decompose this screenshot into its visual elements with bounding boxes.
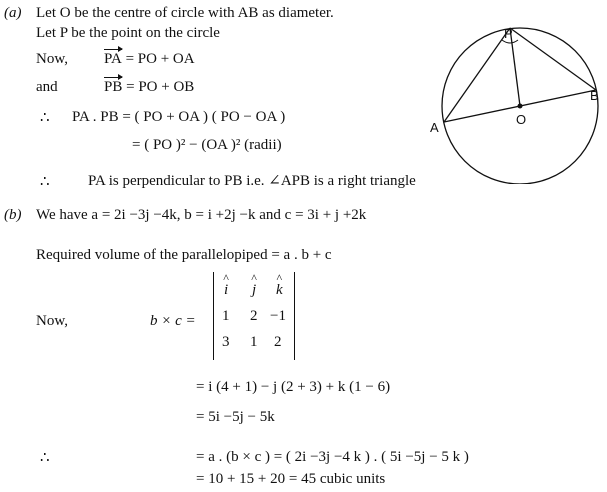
- expansion-step-1: = i (4 + 1) − j (2 + 3) + k (1 − 6): [196, 379, 391, 395]
- circle-diagram: [430, 24, 606, 184]
- det-cell: 1: [250, 334, 258, 350]
- equation-pa: [104, 50, 195, 68]
- det-cell: ^ k: [276, 282, 283, 299]
- det-cell: 2: [250, 308, 258, 324]
- equation-radii: = ( PO )² − (OA )² (radii): [132, 137, 282, 153]
- equation-dot-product: PA . PB = ( PO + OA ) ( PO − OA ): [72, 109, 286, 125]
- given-vectors: We have a = 2i −3j −4k, b = i +2j −k and c = 3i + j +2k: [36, 207, 367, 223]
- part-b-label: (b): [4, 207, 22, 223]
- equation-pb-rhs: = PO + OB: [126, 79, 195, 95]
- cross-product-lhs: b × c =: [150, 313, 196, 329]
- chord-pb: [510, 28, 596, 90]
- determinant-matrix: [213, 272, 295, 360]
- part-a-line2: Let P be the point on the circle: [36, 25, 220, 41]
- vector-pb: PB: [104, 79, 123, 95]
- vector-pa: PA: [104, 51, 122, 67]
- scalar-triple-product: = a . (b × c ) = ( 2i −3j −4 k ) . ( 5i −5j − 5 k ): [196, 449, 469, 465]
- det-cell: ^ i: [224, 282, 228, 299]
- therefore-symbol-2: ∴: [40, 172, 50, 190]
- therefore-symbol-b: ∴: [40, 448, 50, 466]
- now-label-a: Now,: [36, 51, 68, 67]
- and-label: and: [36, 79, 58, 95]
- det-cell: ^ j: [252, 282, 256, 299]
- expansion-step-2: = 5i −5j − 5k: [196, 409, 275, 425]
- center-point-o: [518, 104, 523, 109]
- equation-pa-rhs: = PO + OA: [125, 51, 195, 67]
- det-cell: 3: [222, 334, 230, 350]
- label-a: A: [430, 120, 439, 135]
- conclusion-text: PA is perpendicular to PB i.e. ∠APB is a right triangle: [88, 173, 416, 189]
- label-b: B: [590, 88, 599, 103]
- therefore-symbol-1: ∴: [40, 108, 50, 126]
- equation-pb: [104, 78, 194, 96]
- chord-pa: [444, 28, 510, 122]
- det-cell: 2: [274, 334, 282, 350]
- required-volume: Required volume of the parallelopiped = a . b + c: [36, 247, 332, 263]
- part-a-label: (a): [4, 5, 22, 21]
- part-a-line1: Let O be the centre of circle with AB as diameter.: [36, 5, 334, 21]
- label-o: O: [516, 112, 527, 127]
- label-p: P: [504, 26, 513, 41]
- det-cell: −1: [270, 308, 286, 324]
- now-label-b: Now,: [36, 313, 68, 329]
- det-cell: 1: [222, 308, 230, 324]
- final-volume: = 10 + 15 + 20 = 45 cubic units: [196, 471, 386, 487]
